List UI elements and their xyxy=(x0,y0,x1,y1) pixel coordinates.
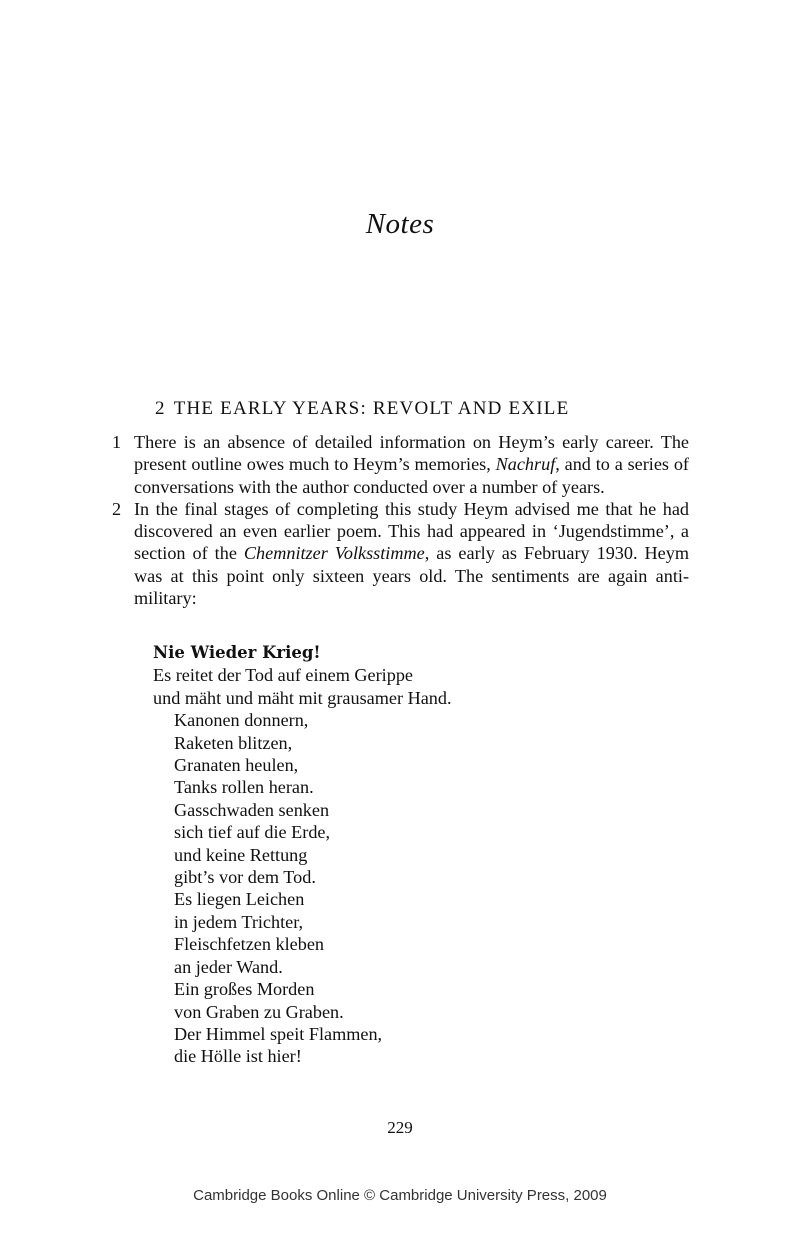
note-item xyxy=(112,431,689,498)
poem-line: Gasschwaden senken xyxy=(174,799,330,820)
chapter-title: THE EARLY YEARS: REVOLT AND EXILE xyxy=(173,398,570,419)
poem-title: Nie Wieder Krieg! xyxy=(153,643,321,662)
poem-line: Granaten heulen, xyxy=(174,755,299,776)
poem-line: Kanonen donnern, xyxy=(174,710,309,731)
poem-line: gibt’s vor dem Tod. xyxy=(174,867,316,888)
note-text xyxy=(134,499,689,608)
note-text-segment: There is an absence of detailed information on Heym’s early career. The present outline owes much to Heym’s memories, xyxy=(134,432,689,475)
poem-line: an jeder Wand. xyxy=(174,956,283,977)
poem-line: Der Himmel speit Flammen, xyxy=(174,1023,383,1044)
note-italic-title: Nachruf xyxy=(495,454,556,475)
poem-line: die Hölle ist hier! xyxy=(174,1046,302,1067)
note-item xyxy=(112,498,689,609)
poem-line: und mäht und mäht mit grausamer Hand. xyxy=(153,687,452,708)
note-text-segment: , as early as February 1930. Heym was at this point only sixteen years old. The sentiments are again anti-military: xyxy=(134,543,689,609)
poem-line: von Graben zu Graben. xyxy=(174,1001,344,1022)
poem xyxy=(153,642,452,1068)
chapter-number: 2 xyxy=(155,398,166,419)
poem-line: in jedem Trichter, xyxy=(174,911,304,932)
poem-line: Tanks rollen heran. xyxy=(174,777,314,798)
notes-list xyxy=(112,431,689,609)
poem-line: Fleischfetzen kleben xyxy=(174,934,324,955)
note-number: 1 xyxy=(112,432,122,452)
page-number: 229 xyxy=(387,1118,413,1137)
page-title: Notes xyxy=(365,208,435,240)
note-italic-title: Chemnitzer Volksstimme xyxy=(243,543,425,564)
copyright-footer: Cambridge Books Online © Cambridge University Press, 2009 xyxy=(193,1187,607,1204)
note-text-segment: , and to a series of conversations with the author conducted over a number of years. xyxy=(134,454,689,497)
chapter-heading xyxy=(155,398,569,420)
note-number: 2 xyxy=(112,498,122,519)
note-text-segment: In the final stages of completing this study Heym advised me that he had discovered an even earlier poem. This had appeared in ‘Jugendstimme’, a section of the xyxy=(134,498,689,564)
poem-line: sich tief auf die Erde, xyxy=(174,822,331,843)
poem-line: Es liegen Leichen xyxy=(174,889,305,910)
poem-line: Raketen blitzen, xyxy=(174,732,293,753)
note-text xyxy=(134,432,689,497)
poem-line: Ein großes Morden xyxy=(174,979,315,1000)
poem-line: Es reitet der Tod auf einem Gerippe xyxy=(153,665,413,686)
poem-line: und keine Rettung xyxy=(174,844,308,865)
